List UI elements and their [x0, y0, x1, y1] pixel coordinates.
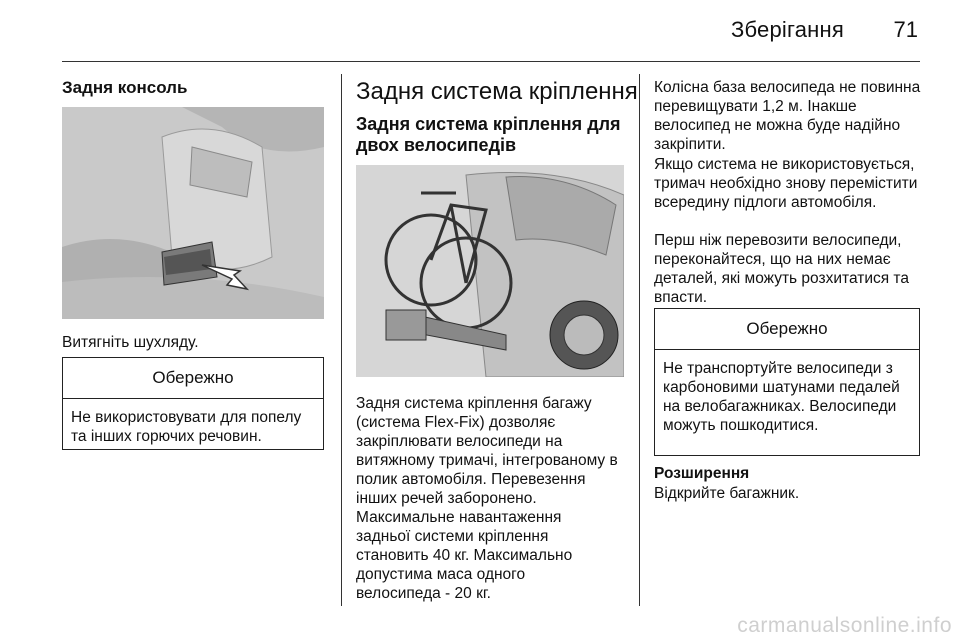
extension-text: Відкрийте багажник.: [654, 485, 800, 502]
header-divider: [62, 61, 920, 62]
bicycle-carrier-illustration: [356, 165, 624, 377]
warning-text: Не використовувати для попелу та інших горючих речовин.: [71, 409, 302, 445]
watermark: carmanualsonline.info: [737, 614, 952, 637]
bicycle-carrier-subheading: Задня система кріплення для двох велосипедів: [356, 114, 621, 155]
section-title: Зберігання: [731, 17, 844, 42]
column-divider-1: [341, 74, 342, 606]
extension-subheading: Розширення: [654, 465, 750, 482]
warning-text: Не транспортуйте велосипеди з карбоновими шатунами педалей на велобагажниках. Велосипеди можуть пошкодитися.: [663, 360, 900, 434]
carrier-description: Задня система кріплення багажу (система Flex-Fix) дозволяє закріплювати велосипеди на витяжному тримачі, інтегрованому в полик автомобіля. Перевезення інших речей заборонено.: [356, 395, 618, 507]
wheelbase-text: Колісна база велосипеда не повинна перевищувати 1,2 м. Інакше велосипед не можна буде надійно закріпити.: [654, 79, 921, 153]
rear-carrier-heading: Задня система кріплення: [356, 78, 638, 105]
loose-parts-text: Перш ніж перевозити велосипеди, переконайтеся, що на них немає деталей, які можуть розхитатися та впасти.: [654, 232, 909, 306]
rear-console-illustration: [62, 107, 324, 319]
warning-box-left: [62, 357, 324, 450]
warning-title: Обережно: [63, 358, 323, 399]
max-load-text: Максимальне навантаження задньої системи кріплення становить 40 кг. Максимально допустима маса одного велосипеда - 20 кг.: [356, 509, 573, 602]
warning-box-right: [654, 308, 920, 456]
rear-console-heading: Задня консоль: [62, 78, 188, 97]
storage-text: Якщо система не використовується, тримач необхідно знову перемістити всередину підлоги автомобіля.: [654, 156, 918, 211]
page-header: [0, 0, 960, 62]
warning-title: Обережно: [655, 309, 919, 350]
column-divider-2: [639, 74, 640, 606]
page-number: 71: [893, 17, 918, 42]
rear-console-caption: Витягніть шухляду.: [62, 334, 199, 351]
